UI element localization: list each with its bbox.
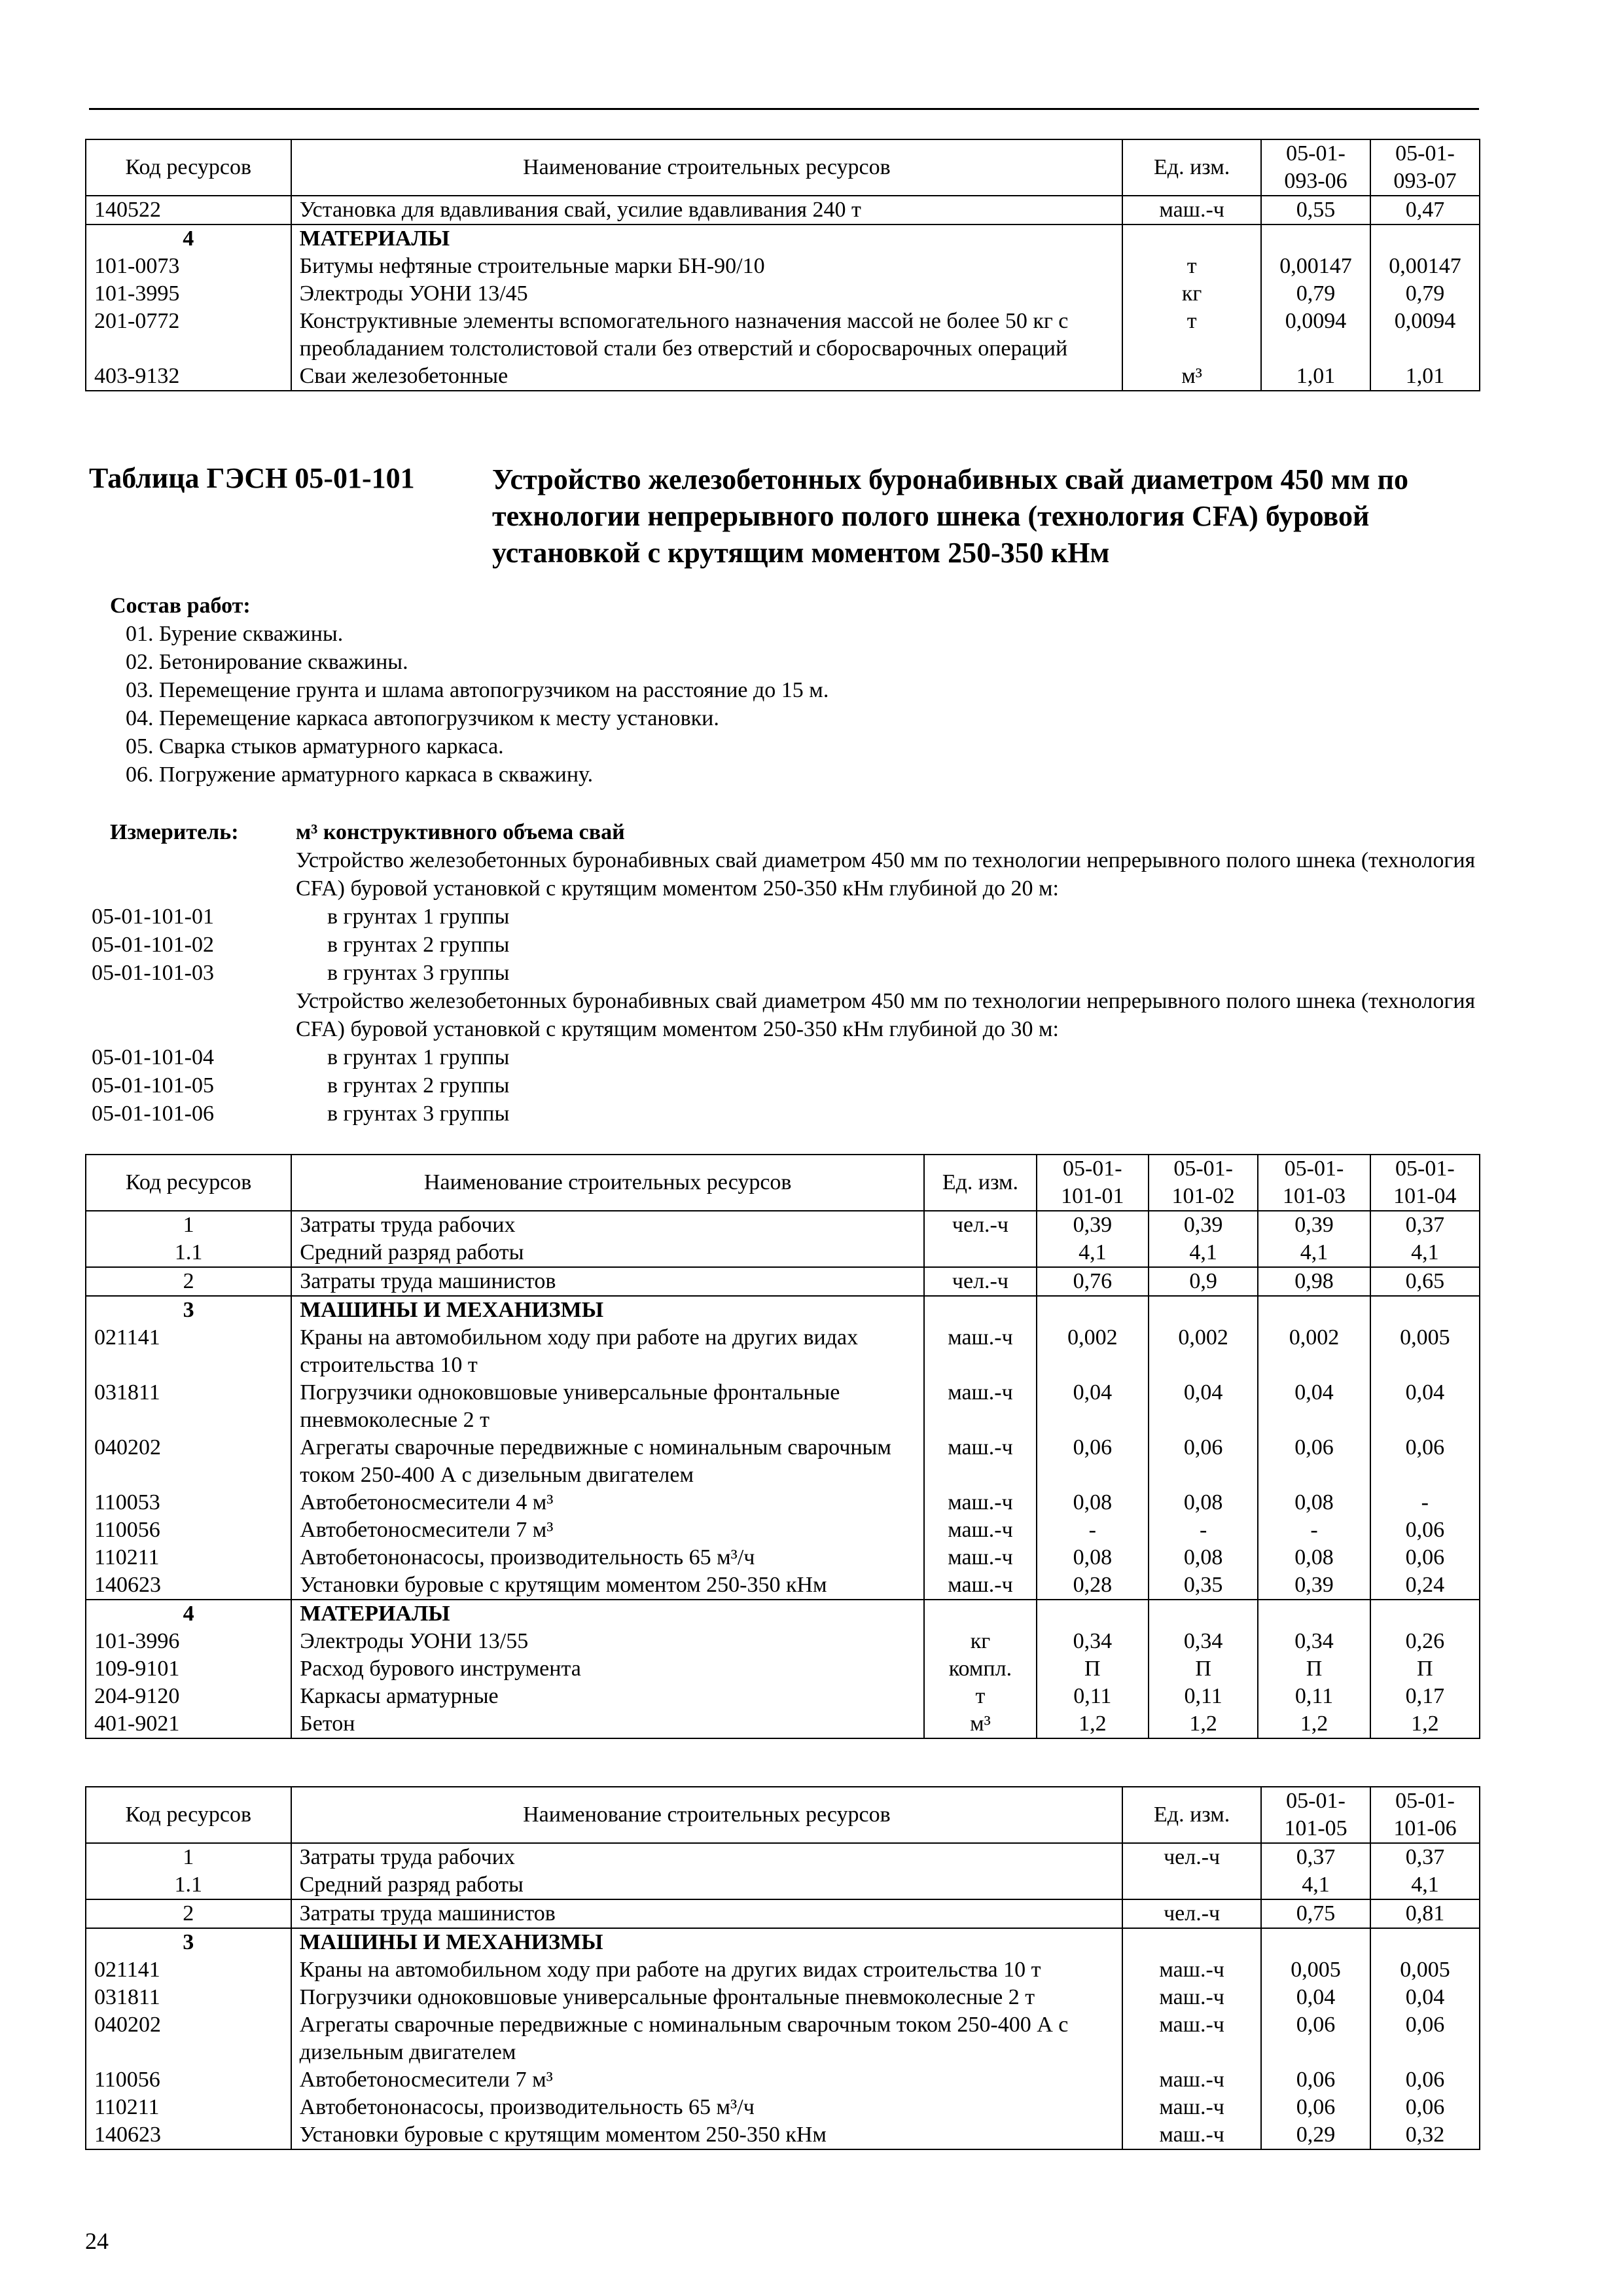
- row-code: 204-9120: [86, 1683, 291, 1710]
- row-name: Затраты труда машинистов: [291, 1267, 924, 1296]
- header-code: Код ресурсов: [86, 139, 291, 196]
- composition-item: 05. Сварка стыков арматурного каркаса.: [126, 734, 504, 759]
- table-row: [86, 1984, 1480, 2011]
- table-section-row: [86, 1928, 1480, 1956]
- row-code: 101-0073: [86, 253, 291, 280]
- row-value: 4,1: [1258, 1239, 1370, 1267]
- table-section-row: [86, 1296, 1480, 1324]
- row-code: 031811: [86, 1379, 291, 1434]
- table-label: Таблица ГЭСН 05-01-101: [89, 462, 415, 494]
- table-row: [86, 2121, 1480, 2149]
- row-value: 0,39: [1037, 1211, 1149, 1239]
- table-row: [86, 196, 1480, 224]
- row-value: 0,37: [1370, 1843, 1480, 1871]
- row-value: 0,26: [1370, 1628, 1480, 1655]
- row-value: 0,37: [1261, 1843, 1370, 1871]
- row-value: 0,06: [1037, 1434, 1149, 1489]
- row-unit: кг: [924, 1628, 1036, 1655]
- row-value: -: [1149, 1516, 1258, 1544]
- row-unit: маш.-ч: [1122, 1984, 1261, 2011]
- table-row: [86, 1544, 1480, 1571]
- composition-item: 04. Перемещение каркаса автопогрузчиком к месту установки.: [126, 706, 719, 730]
- resources-table-top: [85, 139, 1480, 391]
- table-row: [86, 1843, 1480, 1871]
- row-name: Средний разряд работы: [291, 1871, 1123, 1899]
- header-col-4: 05-01-101-04: [1370, 1155, 1480, 1211]
- row-value: 0,08: [1149, 1544, 1258, 1571]
- row-value: [1258, 1600, 1370, 1628]
- row-name: Автобетоносмесители 7 м³: [291, 1516, 924, 1544]
- row-value: 0,005: [1370, 1956, 1480, 1984]
- table-row: [86, 1871, 1480, 1899]
- row-value: 0,39: [1149, 1211, 1258, 1239]
- row-unit: т: [924, 1683, 1036, 1710]
- row-value: 0,11: [1037, 1683, 1149, 1710]
- row-value: 4,1: [1037, 1239, 1149, 1267]
- row-unit: чел.-ч: [924, 1267, 1036, 1296]
- row-value: 1,2: [1037, 1710, 1149, 1738]
- row-value: 0,11: [1149, 1683, 1258, 1710]
- row-unit: маш.-ч: [924, 1489, 1036, 1516]
- row-value: 0,98: [1258, 1267, 1370, 1296]
- table-header-row: [86, 1787, 1480, 1843]
- table-section-row: [86, 1267, 1480, 1296]
- row-name: Краны на автомобильном ходу при работе на других видах строительства 10 т: [291, 1324, 924, 1379]
- meter-code: 05-01-101-06: [92, 1102, 214, 1126]
- row-code: 110056: [86, 1516, 291, 1544]
- table-row: [86, 1211, 1480, 1239]
- row-value: 0,79: [1261, 280, 1370, 308]
- row-value: 0,04: [1370, 1379, 1480, 1434]
- row-value: 0,04: [1261, 1984, 1370, 2011]
- row-unit: маш.-ч: [924, 1434, 1036, 1489]
- row-value: 0,06: [1370, 1544, 1480, 1571]
- row-value: 4,1: [1149, 1239, 1258, 1267]
- meter-codes-group-2: [92, 1043, 214, 1128]
- header-name: Наименование строительных ресурсов: [291, 139, 1123, 196]
- row-name: Краны на автомобильном ходу при работе на других видах строительства 10 т: [291, 1956, 1123, 1984]
- table-row: [86, 280, 1480, 308]
- row-value: 4,1: [1370, 1871, 1480, 1899]
- header-code: Код ресурсов: [86, 1787, 291, 1843]
- meter-text: в грунтах 1 группы: [327, 1045, 510, 1069]
- table-row: [86, 1628, 1480, 1655]
- row-value: 0,06: [1370, 1434, 1480, 1489]
- table-header-row: [86, 139, 1480, 196]
- meter-code: 05-01-101-02: [92, 933, 214, 957]
- row-unit: маш.-ч: [1122, 2011, 1261, 2066]
- row-value: [1370, 1600, 1480, 1628]
- row-unit: компл.: [924, 1655, 1036, 1683]
- row-value: -: [1037, 1516, 1149, 1544]
- row-value: 0,08: [1037, 1489, 1149, 1516]
- row-name: Агрегаты сварочные передвижные с номинальным сварочным током 250-400 А с дизельным двигателем: [291, 1434, 924, 1489]
- row-code: 101-3995: [86, 280, 291, 308]
- meter-texts-group-2: [327, 1043, 509, 1128]
- top-rule: [89, 108, 1479, 110]
- row-name: МАШИНЫ И МЕХАНИЗМЫ: [291, 1296, 924, 1324]
- row-value: [1370, 1928, 1480, 1956]
- row-unit: маш.-ч: [1122, 196, 1261, 224]
- row-name: Электроды УОНИ 13/45: [291, 280, 1123, 308]
- table-row: [86, 1239, 1480, 1267]
- header-col-2: 05-01-101-02: [1149, 1155, 1258, 1211]
- row-code: 031811: [86, 1984, 291, 2011]
- meter-label: Измеритель:: [110, 820, 239, 844]
- header-col-2: 05-01-101-06: [1370, 1787, 1480, 1843]
- row-value: 0,04: [1370, 1984, 1480, 2011]
- row-value: [1258, 1296, 1370, 1324]
- header-code: Код ресурсов: [86, 1155, 291, 1211]
- row-value: 0,0094: [1261, 308, 1370, 363]
- row-code: 1: [86, 1211, 291, 1239]
- header-unit: Ед. изм.: [1122, 1787, 1261, 1843]
- row-code: 4: [86, 1600, 291, 1628]
- table-row: [86, 2011, 1480, 2066]
- row-name: Битумы нефтяные строительные марки БН-90/10: [291, 253, 1123, 280]
- row-value: 0,06: [1370, 1516, 1480, 1544]
- table-row: [86, 1710, 1480, 1738]
- row-value: 0,08: [1149, 1489, 1258, 1516]
- row-name: Погрузчики одноковшовые универсальные фронтальные пневмоколесные 2 т: [291, 1984, 1123, 2011]
- row-value: -: [1370, 1489, 1480, 1516]
- row-value: 0,00147: [1370, 253, 1480, 280]
- row-value: 0,35: [1149, 1571, 1258, 1600]
- meter-code: 05-01-101-01: [92, 905, 214, 929]
- row-name: Затраты труда рабочих: [291, 1211, 924, 1239]
- row-name: Установки буровые с крутящим моментом 250-350 кНм: [291, 1571, 924, 1600]
- row-value: 0,00147: [1261, 253, 1370, 280]
- page-number: 24: [85, 2228, 109, 2254]
- row-value: 0,34: [1037, 1628, 1149, 1655]
- row-value: 0,47: [1370, 196, 1480, 224]
- row-code: 140623: [86, 2121, 291, 2149]
- meter-description-2: Устройство железобетонных буронабивных свай диаметром 450 мм по технологии непрерывного полого шнека (технология CFA) буровой установкой с крутящим моментом 250-350 кНм глубиной до 30 м:: [296, 989, 1476, 1041]
- row-value: 0,0094: [1370, 308, 1480, 363]
- row-code: 140522: [86, 196, 291, 224]
- row-value: 0,65: [1370, 1267, 1480, 1296]
- meter-text: в грунтах 3 группы: [327, 1102, 510, 1126]
- row-value: 0,06: [1370, 2066, 1480, 2094]
- row-unit: [924, 1600, 1036, 1628]
- row-value: 0,04: [1258, 1379, 1370, 1434]
- row-unit: маш.-ч: [1122, 2121, 1261, 2149]
- row-unit: [1122, 1871, 1261, 1899]
- table-section-row: [86, 224, 1480, 253]
- header-col-2: 05-01-093-07: [1370, 139, 1480, 196]
- row-unit: чел.-ч: [924, 1211, 1036, 1239]
- row-code: 3: [86, 1296, 291, 1324]
- row-code: 1.1: [86, 1871, 291, 1899]
- row-value: 0,06: [1261, 2094, 1370, 2121]
- table-row: [86, 1324, 1480, 1379]
- row-value: 4,1: [1370, 1239, 1480, 1267]
- row-value: 0,08: [1258, 1544, 1370, 1571]
- table-section-row: [86, 1899, 1480, 1928]
- row-unit: маш.-ч: [1122, 2066, 1261, 2094]
- composition-item: 02. Бетонирование скважины.: [126, 650, 408, 674]
- row-value: 0,37: [1370, 1211, 1480, 1239]
- row-name: Автобетононасосы, производительность 65 м³/ч: [291, 2094, 1123, 2121]
- row-unit: чел.-ч: [1122, 1899, 1261, 1928]
- meter-texts-group-1: [327, 903, 509, 987]
- header-col-3: 05-01-101-03: [1258, 1155, 1370, 1211]
- row-name: Установка для вдавливания свай, усилие вдавливания 240 т: [291, 196, 1123, 224]
- header-unit: Ед. изм.: [1122, 139, 1261, 196]
- row-value: [1370, 1296, 1480, 1324]
- row-name: Бетон: [291, 1710, 924, 1738]
- row-value: 0,06: [1258, 1434, 1370, 1489]
- row-name: Установки буровые с крутящим моментом 250-350 кНм: [291, 2121, 1123, 2149]
- header-col-1: 05-01-093-06: [1261, 139, 1370, 196]
- row-code: 2: [86, 1267, 291, 1296]
- row-code: 110053: [86, 1489, 291, 1516]
- row-unit: м³: [1122, 363, 1261, 391]
- row-value: 0,17: [1370, 1683, 1480, 1710]
- row-code: 3: [86, 1928, 291, 1956]
- row-code: 110211: [86, 1544, 291, 1571]
- header-unit: Ед. изм.: [924, 1155, 1036, 1211]
- table-header-row: [86, 1155, 1480, 1211]
- row-value: 0,79: [1370, 280, 1480, 308]
- meter-code: 05-01-101-05: [92, 1073, 214, 1098]
- row-value: 1,01: [1370, 363, 1480, 391]
- table-row: [86, 308, 1480, 363]
- meter-code: 05-01-101-04: [92, 1045, 214, 1069]
- row-value: 0,39: [1258, 1211, 1370, 1239]
- row-value: 0,34: [1149, 1628, 1258, 1655]
- row-value: 0,04: [1037, 1379, 1149, 1434]
- row-code: 021141: [86, 1956, 291, 1984]
- meter-codes-group-1: [92, 903, 214, 987]
- row-value: 0,76: [1037, 1267, 1149, 1296]
- row-unit: маш.-ч: [924, 1379, 1036, 1434]
- row-name: Средний разряд работы: [291, 1239, 924, 1267]
- row-value: 0,39: [1258, 1571, 1370, 1600]
- table-row: [86, 1571, 1480, 1600]
- row-value: 0,75: [1261, 1899, 1370, 1928]
- row-code: 1.1: [86, 1239, 291, 1267]
- table-row: [86, 2066, 1480, 2094]
- row-value: П: [1258, 1655, 1370, 1683]
- row-code: 1: [86, 1843, 291, 1871]
- row-value: 0,81: [1370, 1899, 1480, 1928]
- composition-item: 03. Перемещение грунта и шлама автопогрузчиком на расстояние до 15 м.: [126, 678, 829, 702]
- row-value: 0,08: [1037, 1544, 1149, 1571]
- meter-description-1: Устройство железобетонных буронабивных свай диаметром 450 мм по технологии непрерывного полого шнека (технология CFA) буровой установкой с крутящим моментом 250-350 кНм глубиной до 20 м:: [296, 848, 1476, 901]
- composition-heading: Состав работ:: [110, 594, 251, 618]
- row-unit: [924, 1239, 1036, 1267]
- table-row: [86, 253, 1480, 280]
- meter-text: в грунтах 2 группы: [327, 933, 510, 957]
- row-unit: маш.-ч: [924, 1544, 1036, 1571]
- row-code: 201-0772: [86, 308, 291, 363]
- table-row: [86, 1956, 1480, 1984]
- row-value: 0,06: [1261, 2011, 1370, 2066]
- table-row: [86, 1489, 1480, 1516]
- composition-item: 06. Погружение арматурного каркаса в скважину.: [126, 762, 594, 787]
- table-row: [86, 1655, 1480, 1683]
- row-code: 101-3996: [86, 1628, 291, 1655]
- row-value: 0,06: [1370, 2011, 1480, 2066]
- table-row: [86, 1434, 1480, 1489]
- row-name: Автобетоносмесители 7 м³: [291, 2066, 1123, 2094]
- row-value: 0,002: [1258, 1324, 1370, 1379]
- row-code: 040202: [86, 1434, 291, 1489]
- row-name: МАТЕРИАЛЫ: [291, 1600, 924, 1628]
- row-name: Погрузчики одноковшовые универсальные фронтальные пневмоколесные 2 т: [291, 1379, 924, 1434]
- row-value: -: [1258, 1516, 1370, 1544]
- row-value: 0,24: [1370, 1571, 1480, 1600]
- row-name: Автобетоносмесители 4 м³: [291, 1489, 924, 1516]
- header-name: Наименование строительных ресурсов: [291, 1155, 924, 1211]
- row-name: Каркасы арматурные: [291, 1683, 924, 1710]
- header-col-1: 05-01-101-01: [1037, 1155, 1149, 1211]
- meter-text: в грунтах 3 группы: [327, 961, 510, 985]
- row-name: Сваи железобетонные: [291, 363, 1123, 391]
- row-value: П: [1370, 1655, 1480, 1683]
- table-section-row: [86, 1600, 1480, 1628]
- row-value: [1149, 1296, 1258, 1324]
- row-value: 0,06: [1370, 2094, 1480, 2121]
- row-unit: маш.-ч: [1122, 2094, 1261, 2121]
- row-code: 403-9132: [86, 363, 291, 391]
- row-value: 1,2: [1258, 1710, 1370, 1738]
- row-name: Агрегаты сварочные передвижные с номинальным сварочным током 250-400 А с дизельным двигателем: [291, 2011, 1123, 2066]
- row-value: [1037, 1296, 1149, 1324]
- row-value: 0,06: [1261, 2066, 1370, 2094]
- row-unit: [924, 1296, 1036, 1324]
- row-unit: кг: [1122, 280, 1261, 308]
- table-row: [86, 2094, 1480, 2121]
- section-code: 4: [86, 224, 291, 253]
- row-unit: маш.-ч: [924, 1516, 1036, 1544]
- row-unit: маш.-ч: [924, 1571, 1036, 1600]
- row-value: 0,08: [1258, 1489, 1370, 1516]
- row-name: Затраты труда машинистов: [291, 1899, 1123, 1928]
- row-value: 0,32: [1370, 2121, 1480, 2149]
- row-value: 0,005: [1370, 1324, 1480, 1379]
- row-value: П: [1037, 1655, 1149, 1683]
- row-value: [1261, 1928, 1370, 1956]
- row-name: Конструктивные элементы вспомогательного назначения массой не более 50 кг с преобладанием толстолистовой стали без отверстий и сборосварочных операций: [291, 308, 1123, 363]
- row-code: 021141: [86, 1324, 291, 1379]
- row-value: 0,04: [1149, 1379, 1258, 1434]
- row-value: 0,06: [1149, 1434, 1258, 1489]
- header-name: Наименование строительных ресурсов: [291, 1787, 1123, 1843]
- row-code: 109-9101: [86, 1655, 291, 1683]
- meter-code: 05-01-101-03: [92, 961, 214, 985]
- composition-item: 01. Бурение скважины.: [126, 622, 344, 646]
- row-unit: [1122, 1928, 1261, 1956]
- composition-list: [126, 620, 829, 789]
- row-unit: т: [1122, 253, 1261, 280]
- row-value: 1,2: [1149, 1710, 1258, 1738]
- row-value: 0,005: [1261, 1956, 1370, 1984]
- row-value: [1149, 1600, 1258, 1628]
- row-value: 0,55: [1261, 196, 1370, 224]
- row-code: 110056: [86, 2066, 291, 2094]
- row-value: [1037, 1600, 1149, 1628]
- row-code: 110211: [86, 2094, 291, 2121]
- row-name: Электроды УОНИ 13/55: [291, 1628, 924, 1655]
- row-value: 0,29: [1261, 2121, 1370, 2149]
- row-unit: чел.-ч: [1122, 1843, 1261, 1871]
- table-title: Устройство железобетонных буронабивных свай диаметром 450 мм по технологии непрерывного полого шнека (технология CFA) буровой установкой с крутящим моментом 250-350 кНм: [492, 463, 1408, 569]
- resources-table-bottom: [85, 1786, 1480, 2150]
- table-row: [86, 1683, 1480, 1710]
- row-name: Затраты труда рабочих: [291, 1843, 1123, 1871]
- section-title: МАТЕРИАЛЫ: [291, 224, 1123, 253]
- row-unit: м³: [924, 1710, 1036, 1738]
- row-value: 0,11: [1258, 1683, 1370, 1710]
- row-code: 040202: [86, 2011, 291, 2066]
- meter-text: в грунтах 2 группы: [327, 1073, 510, 1098]
- row-code: 401-9021: [86, 1710, 291, 1738]
- row-unit: т: [1122, 308, 1261, 363]
- row-value: 1,01: [1261, 363, 1370, 391]
- row-value: П: [1149, 1655, 1258, 1683]
- header-col-1: 05-01-101-05: [1261, 1787, 1370, 1843]
- row-name: Расход бурового инструмента: [291, 1655, 924, 1683]
- row-value: 0,34: [1258, 1628, 1370, 1655]
- row-name: МАШИНЫ И МЕХАНИЗМЫ: [291, 1928, 1123, 1956]
- meter-text: в грунтах 1 группы: [327, 905, 510, 929]
- table-row: [86, 1516, 1480, 1544]
- table-row: [86, 1379, 1480, 1434]
- row-unit: маш.-ч: [924, 1324, 1036, 1379]
- row-value: 0,002: [1037, 1324, 1149, 1379]
- table-row: [86, 363, 1480, 391]
- row-code: 140623: [86, 1571, 291, 1600]
- meter-value: м³ конструктивного объема свай: [296, 820, 625, 844]
- row-value: 0,9: [1149, 1267, 1258, 1296]
- row-code: 2: [86, 1899, 291, 1928]
- row-value: 0,28: [1037, 1571, 1149, 1600]
- row-value: 0,002: [1149, 1324, 1258, 1379]
- row-value: 4,1: [1261, 1871, 1370, 1899]
- row-unit: маш.-ч: [1122, 1956, 1261, 1984]
- resources-table-middle: [85, 1154, 1480, 1739]
- row-name: Автобетононасосы, производительность 65 м³/ч: [291, 1544, 924, 1571]
- row-value: 1,2: [1370, 1710, 1480, 1738]
